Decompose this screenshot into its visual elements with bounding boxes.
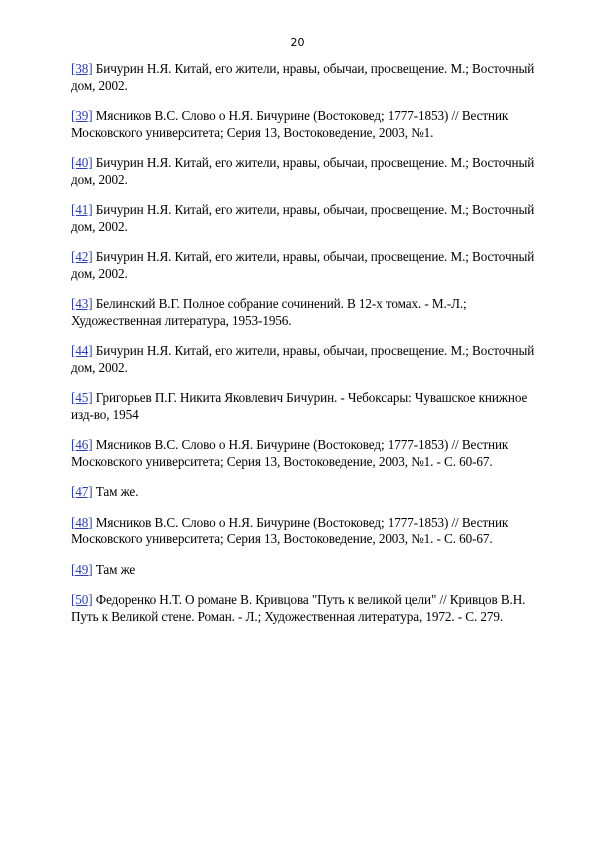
footnote-39 — [71, 108, 553, 141]
footnote-text: Мясников В.С. Слово о Н.Я. Бичурине (Востоковед; 1777-1853) // Вестник Московского университета; Серия 13, Востоковедение, 2003, №1. - С. 60-67. — [71, 437, 509, 469]
footnote-text: Там же. — [92, 484, 139, 499]
footnote-ref-link[interactable]: [50] — [71, 592, 93, 607]
footnote-42 — [71, 249, 553, 282]
footnote-ref-link[interactable]: [41] — [71, 202, 93, 217]
footnote-text: Бичурин Н.Я. Китай, его жители, нравы, обычаи, просвещение. М.; Восточный дом, 2002. — [71, 155, 535, 187]
footnote-text: Мясников В.С. Слово о Н.Я. Бичурине (Востоковед; 1777-1853) // Вестник Московского университета; Серия 13, Востоковедение, 2003, №1. — [71, 108, 509, 140]
footnote-ref-link[interactable]: [44] — [71, 343, 93, 358]
footnotes-list — [71, 61, 553, 639]
footnote-text: Бичурин Н.Я. Китай, его жители, нравы, обычаи, просвещение. М.; Восточный дом, 2002. — [71, 61, 535, 93]
footnote-49 — [71, 562, 553, 579]
footnote-43 — [71, 296, 553, 329]
footnote-40 — [71, 155, 553, 188]
footnote-ref-link[interactable]: [45] — [71, 390, 93, 405]
footnote-41 — [71, 202, 553, 235]
footnote-46 — [71, 437, 553, 470]
footnote-ref-link[interactable]: [48] — [71, 514, 93, 530]
footnote-text: Бичурин Н.Я. Китай, его жители, нравы, обычаи, просвещение. М.; Восточный дом, 2002. — [71, 202, 535, 234]
footnote-ref-link[interactable]: [43] — [71, 296, 93, 311]
footnote-38 — [71, 61, 553, 94]
footnote-text: Там же — [92, 561, 136, 577]
footnote-ref-link[interactable]: [38] — [71, 61, 93, 76]
footnote-text: Бичурин Н.Я. Китай, его жители, нравы, обычаи, просвещение. М.; Восточный дом, 2002. — [71, 249, 535, 281]
footnote-ref-link[interactable]: [47] — [71, 484, 93, 499]
footnote-text: Федоренко Н.Т. О романе В. Кривцова "Путь к великой цели" // Кривцов В.Н. Путь к Великой стене. Роман. - Л.; Художественная литература, 1972. - С. 279. — [71, 592, 526, 624]
page-number: 20 — [290, 36, 305, 49]
footnote-text: Григорьев П.Г. Никита Яковлевич Бичурин. - Чебоксары: Чувашское книжное изд-во, 1954 — [71, 390, 528, 422]
footnote-44 — [71, 343, 553, 376]
footnote-50 — [71, 592, 553, 625]
footnote-text: Белинский В.Г. Полное собрание сочинений. В 12-х томах. - М.-Л.; Художественная литература, 1953-1956. — [71, 296, 467, 328]
footnote-ref-link[interactable]: [39] — [71, 108, 93, 123]
footnote-ref-link[interactable]: [42] — [71, 249, 93, 264]
footnote-48 — [71, 515, 553, 548]
footnote-text: Бичурин Н.Я. Китай, его жители, нравы, обычаи, просвещение. М.; Восточный дом, 2002. — [71, 343, 535, 375]
footnote-text: Мясников В.С. Слово о Н.Я. Бичурине (Востоковед; 1777-1853) // Вестник Московского университета; Серия 13, Востоковедение, 2003, №1. - С. 60-67. — [71, 514, 509, 546]
footnote-ref-link[interactable]: [49] — [71, 561, 93, 577]
footnote-ref-link[interactable]: [46] — [71, 437, 93, 452]
footnote-ref-link[interactable]: [40] — [71, 155, 93, 170]
footnote-47 — [71, 484, 553, 501]
footnote-45 — [71, 390, 553, 423]
